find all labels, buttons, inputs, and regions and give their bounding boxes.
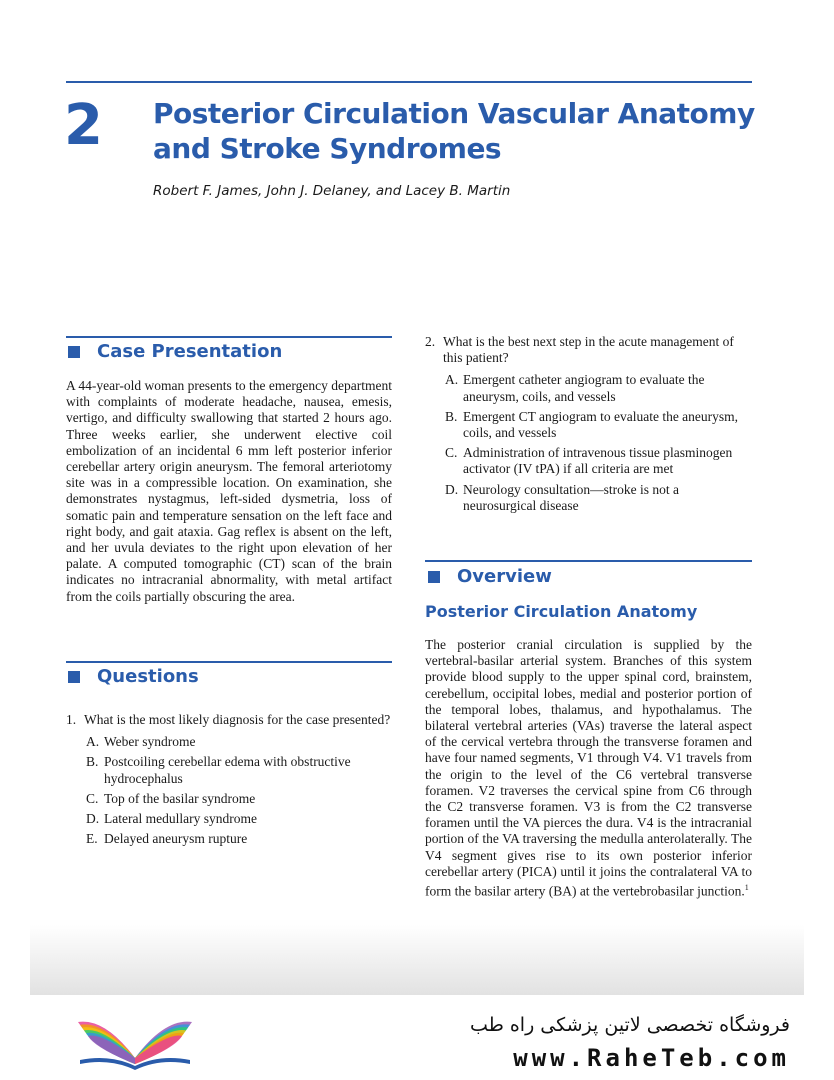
overview-heading	[428, 566, 552, 587]
section-square-icon	[68, 346, 80, 358]
questions-heading	[68, 666, 199, 687]
question-2	[425, 334, 755, 518]
question-1-option-b: B. Postcoiling cerebellar edema with obstructive hydrocephalus	[86, 754, 351, 786]
question-1-option-d: D. Lateral medullary syndrome	[86, 811, 257, 827]
questions-section-rule	[66, 661, 392, 663]
question-1-options	[66, 734, 392, 847]
chapter-number: 2	[64, 93, 103, 158]
footnote-marker: 1	[744, 883, 749, 893]
question-1	[66, 712, 392, 851]
questions-heading-text: Questions	[97, 666, 199, 687]
case-section-rule	[66, 336, 392, 338]
chapter-authors: Robert F. James, John J. Delaney, and Lacey B. Martin	[153, 183, 511, 199]
question-2-options	[425, 372, 755, 514]
overview-section-rule	[425, 560, 752, 562]
question-2-option-b: B. Emergent CT angiogram to evaluate the aneurysm, coils, and vessels	[445, 408, 739, 441]
overview-subheading: Posterior Circulation Anatomy	[425, 602, 698, 621]
question-2-option-a: A. Emergent catheter angiogram to evaluate the aneurysm, coils, and vessels	[445, 372, 705, 404]
question-2-text: 2. What is the best next step in the acute management of this patient?	[425, 334, 734, 366]
question-1-option-c: C. Top of the basilar syndrome	[86, 790, 256, 806]
book-logo-icon	[70, 1008, 200, 1070]
overview-body: The posterior cranial circulation is supplied by the vertebral-basilar arterial system. Branches of this system provide blood supply to the upper spinal cord, brainstem, cerebellum, occipital lobes, medial and posterior portion of the temporal lobes, thalamus, and hypothalamus. The bilateral vertebral arteries (VAs) traverse the lateral aspect of the cervical vertebra through the transverse foramen and have four named segments, V1 through V4. V1 travels from the origin to the level of the C6 vertebral transverse foramen. V2 traverses the cervical spine from C6 through the C2 transverse foramen. V3 is from the C2 transverse foramen until the VA pierces the dura. V4 is the intracranial portion of the VA traversing the medulla anterolaterally. The V4 segment gives rise to its own posterior inferior cerebellar artery (PICA) until it joins the contralateral VA to form the basilar artery (BA) at the vertebrobasilar junction.$^1$	[425, 637, 752, 899]
case-presentation-heading	[68, 341, 282, 362]
case-presentation-body: A 44-year-old woman presents to the emergency department with complaints of moderate headache, nausea, emesis, vertigo, and difficulty swallowing that started 2 hours ago. Three weeks earlier, she underwent elective coil embolization of an incidental 6 mm left posterior inferior cerebellar artery origin aneurysm. The femoral arteriotomy site was in a compressible location. On examination, she demonstrates nystagmus, left-sided dysmetria, loss of somatic pain and temperature sensation on the left face and right body, and gait ataxia. Gag reflex is absent on the left, and her uvula deviates to the right upon elevation of her palate. A computed tomographic (CT) scan of the brain indicates no intracranial abnormality, with metal artifact from the coils partially obscuring the area.	[66, 378, 392, 604]
question-1-text: 1. What is the most likely diagnosis for the case presented?	[66, 712, 391, 727]
question-1-option-e: E. Delayed aneurysm rupture	[86, 831, 248, 847]
overview-heading-text: Overview	[457, 566, 552, 587]
chapter-title: Posterior Circulation Vascular Anatomy and Stroke Syndromes	[153, 97, 755, 165]
question-2-option-d: D. Neurology consultation—stroke is not a neurosurgical disease	[445, 481, 679, 513]
section-square-icon	[428, 571, 440, 583]
shop-name: فروشگاه تخصصی لاتین پزشکی راه طب	[470, 1014, 790, 1036]
shop-url[interactable]: www.RaheTeb.com	[513, 1044, 790, 1072]
section-square-icon	[68, 671, 80, 683]
case-presentation-heading-text: Case Presentation	[97, 341, 283, 362]
question-1-option-a: A. Weber syndrome	[86, 734, 196, 750]
footer-fade	[30, 925, 804, 995]
question-2-option-c: C. Administration of intravenous tissue plasminogen activator (IV tPA) if all criteria are met	[445, 445, 733, 477]
chapter-top-rule	[66, 81, 752, 83]
